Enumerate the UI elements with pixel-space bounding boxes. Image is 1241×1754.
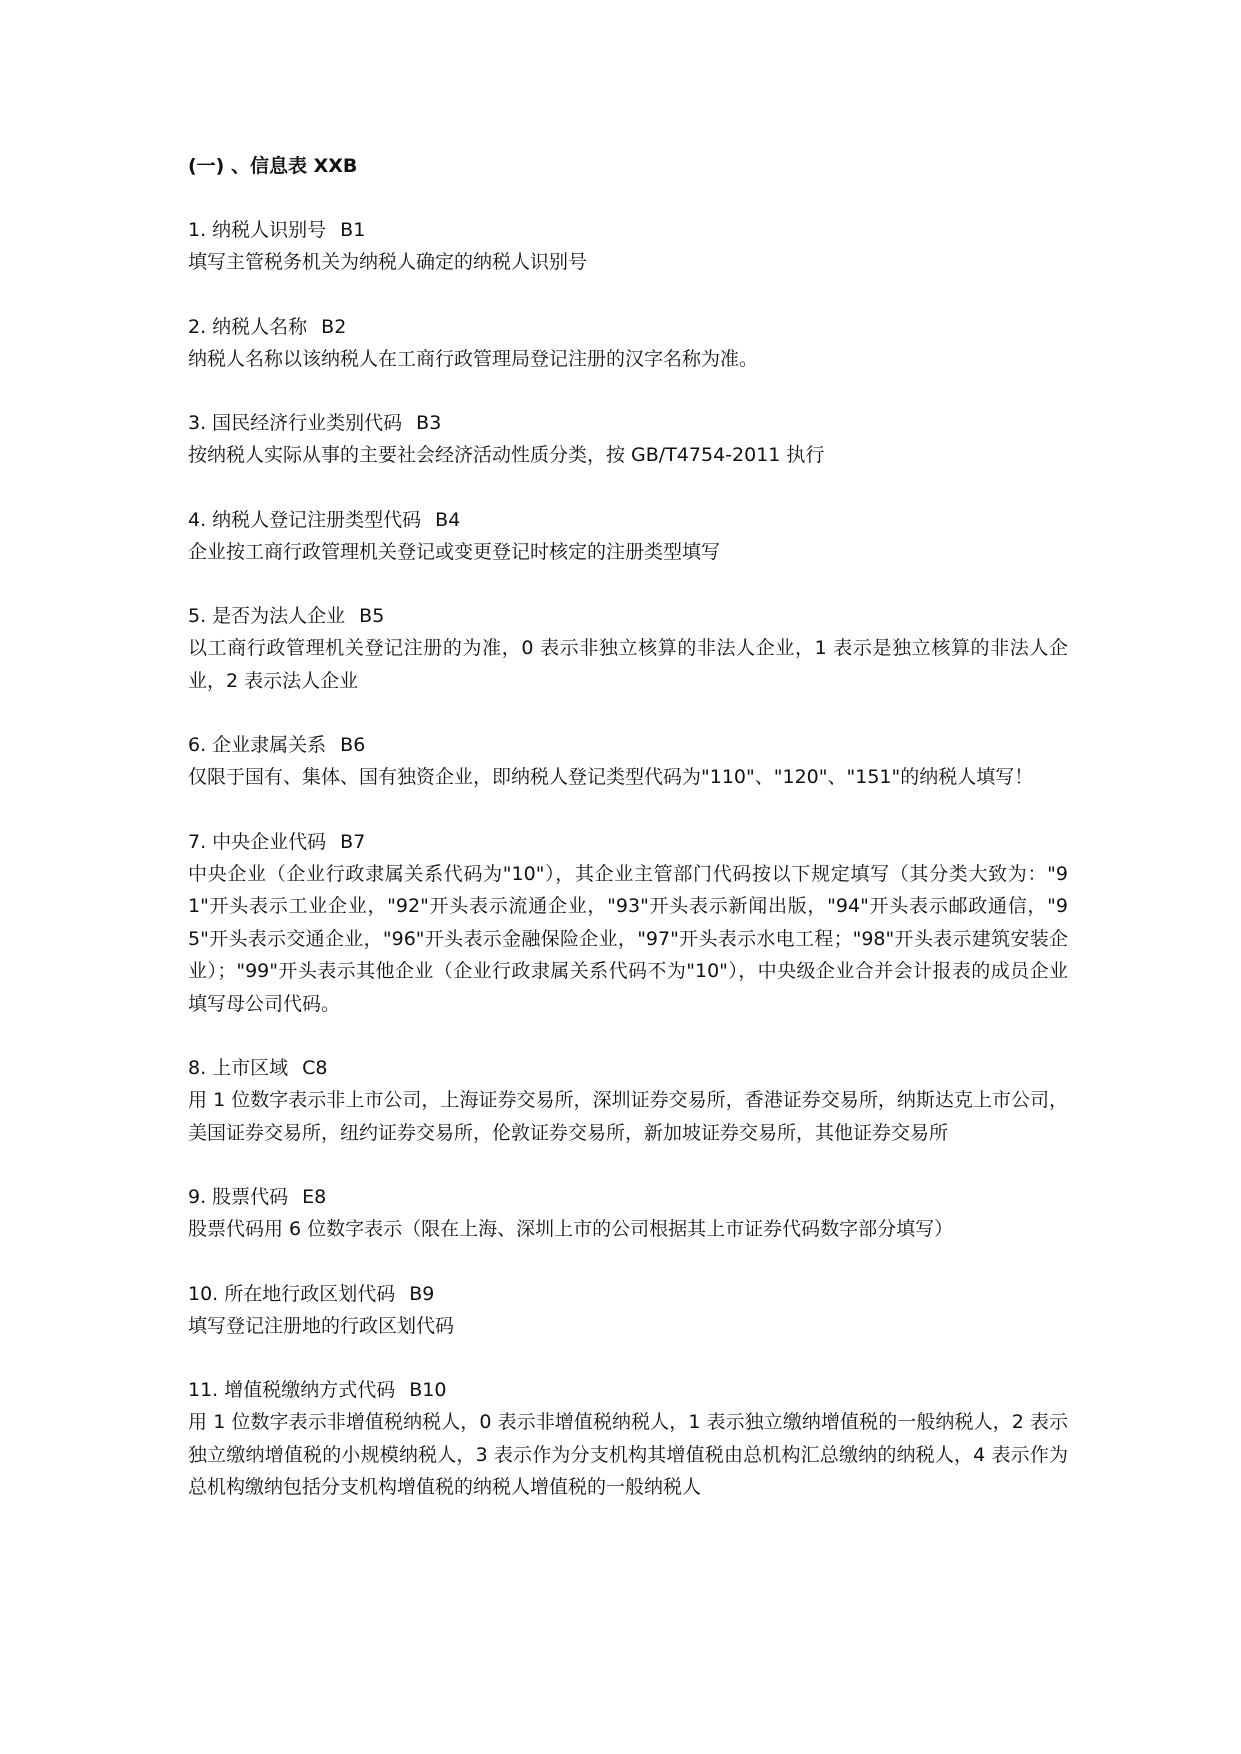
list-item xyxy=(188,311,1068,376)
item-number: 11. xyxy=(188,1379,219,1401)
item-number: 5. xyxy=(188,605,207,627)
item-number: 7. xyxy=(188,830,207,853)
item-title: 纳税人名称 xyxy=(212,315,308,338)
item-heading xyxy=(188,1181,1068,1213)
item-code: B5 xyxy=(359,605,385,627)
item-heading xyxy=(188,729,1068,761)
list-item xyxy=(188,1181,1068,1246)
item-description: 按纳税人实际从事的主要社会经济活动性质分类，按 GB/T4754-2011 执行 xyxy=(188,444,825,466)
item-title: 是否为法人企业 xyxy=(212,605,346,627)
item-title: 纳税人登记注册类型代码 xyxy=(212,508,422,531)
item-heading xyxy=(188,1278,1068,1310)
item-number: 3. xyxy=(188,412,207,434)
item-title: 纳税人识别号 xyxy=(212,219,327,241)
item-heading xyxy=(188,1052,1068,1084)
section-title: (一) 、信息表 XXB xyxy=(188,155,358,177)
item-title: 所在地行政区划代码 xyxy=(224,1282,396,1305)
item-title: 国民经济行业类别代码 xyxy=(212,412,403,434)
item-description: 企业按工商行政管理机关登记或变更登记时核定的注册类型填写 xyxy=(188,540,721,563)
item-title: 中央企业代码 xyxy=(212,830,327,853)
item-heading xyxy=(188,826,1068,858)
item-code: B9 xyxy=(409,1282,435,1305)
item-description: 用 1 位数字表示非上市公司，上海证券交易所，深圳证券交易所，香港证券交易所，纳斯达克上市公司，美国证券交易所，纽约证券交易所，伦敦证券交易所，新加坡证券交易所，其他证券交易所 xyxy=(188,1089,1068,1144)
item-heading xyxy=(188,311,1068,343)
item-code: B10 xyxy=(409,1379,447,1401)
item-code: B1 xyxy=(340,219,366,241)
list-item xyxy=(188,826,1068,1021)
item-number: 6. xyxy=(188,734,207,756)
item-code: B2 xyxy=(321,315,347,338)
item-number: 9. xyxy=(188,1186,207,1208)
item-heading xyxy=(188,1374,1068,1406)
item-heading xyxy=(188,504,1068,536)
item-number: 10. xyxy=(188,1282,219,1305)
list-item xyxy=(188,729,1068,794)
item-description: 纳税人名称以该纳税人在工商行政管理局登记注册的汉字名称为准。 xyxy=(188,347,759,370)
item-title: 股票代码 xyxy=(212,1186,289,1208)
item-title: 上市区域 xyxy=(212,1057,289,1079)
item-number: 8. xyxy=(188,1057,207,1079)
list-item xyxy=(188,504,1068,569)
list-item xyxy=(188,1374,1068,1504)
item-heading xyxy=(188,214,1068,246)
item-description: 填写主管税务机关为纳税人确定的纳税人识别号 xyxy=(188,251,588,273)
list-item xyxy=(188,1052,1068,1149)
item-description: 以工商行政管理机关登记注册的为准，0 表示非独立核算的非法人企业，1 表示是独立核算的非法人企业，2 表示法人企业 xyxy=(188,637,1068,692)
item-code: C8 xyxy=(302,1057,328,1079)
list-item xyxy=(188,1278,1068,1343)
item-description: 用 1 位数字表示非增值税纳税人，0 表示非增值税纳税人，1 表示独立缴纳增值税的一般纳税人，2 表示独立缴纳增值税的小规模纳税人，3 表示作为分支机构其增值税由总机构汇总缴纳的纳税人，4 表示作为总机构缴纳包括分支机构增值税的纳税人增值税的一般纳税人 xyxy=(188,1411,1068,1498)
item-description: 股票代码用 6 位数字表示（限在上海、深圳上市的公司根据其上市证券代码数字部分填写） xyxy=(188,1218,954,1240)
item-heading xyxy=(188,407,1068,439)
item-description: 中央企业（企业行政隶属关系代码为"10"），其企业主管部门代码按以下规定填写（其分类大致为："91"开头表示工业企业，"92"开头表示流通企业，"93"开头表示新闻出版，"94"开头表示邮政通信，"95"开头表示交通企业，"96"开头表示金融保险企业，"97"开头表示水电工程；"98"开头表示建筑安装企业）；"99"开头表示其他企业（企业行政隶属关系代码不为"10"），中央级企业合并会计报表的成员企业填写母公司代码。 xyxy=(188,862,1068,1015)
item-heading xyxy=(188,600,1068,632)
item-description: 填写登记注册地的行政区划代码 xyxy=(188,1314,455,1337)
item-code: E8 xyxy=(302,1186,327,1208)
item-code: B3 xyxy=(416,412,442,434)
item-title: 企业隶属关系 xyxy=(212,734,327,756)
item-code: B4 xyxy=(435,508,461,531)
item-number: 2. xyxy=(188,315,207,338)
item-code: B7 xyxy=(340,830,366,853)
list-item xyxy=(188,214,1068,279)
item-description: 仅限于国有、集体、国有独资企业，即纳税人登记类型代码为"110"、"120"、"151"的纳税人填写！ xyxy=(188,766,1034,788)
item-number: 4. xyxy=(188,508,207,531)
list-item xyxy=(188,407,1068,472)
list-item xyxy=(188,600,1068,697)
item-title: 增值税缴纳方式代码 xyxy=(224,1379,396,1401)
item-code: B6 xyxy=(340,734,366,756)
item-number: 1. xyxy=(188,219,207,241)
document-page xyxy=(188,150,1068,1536)
